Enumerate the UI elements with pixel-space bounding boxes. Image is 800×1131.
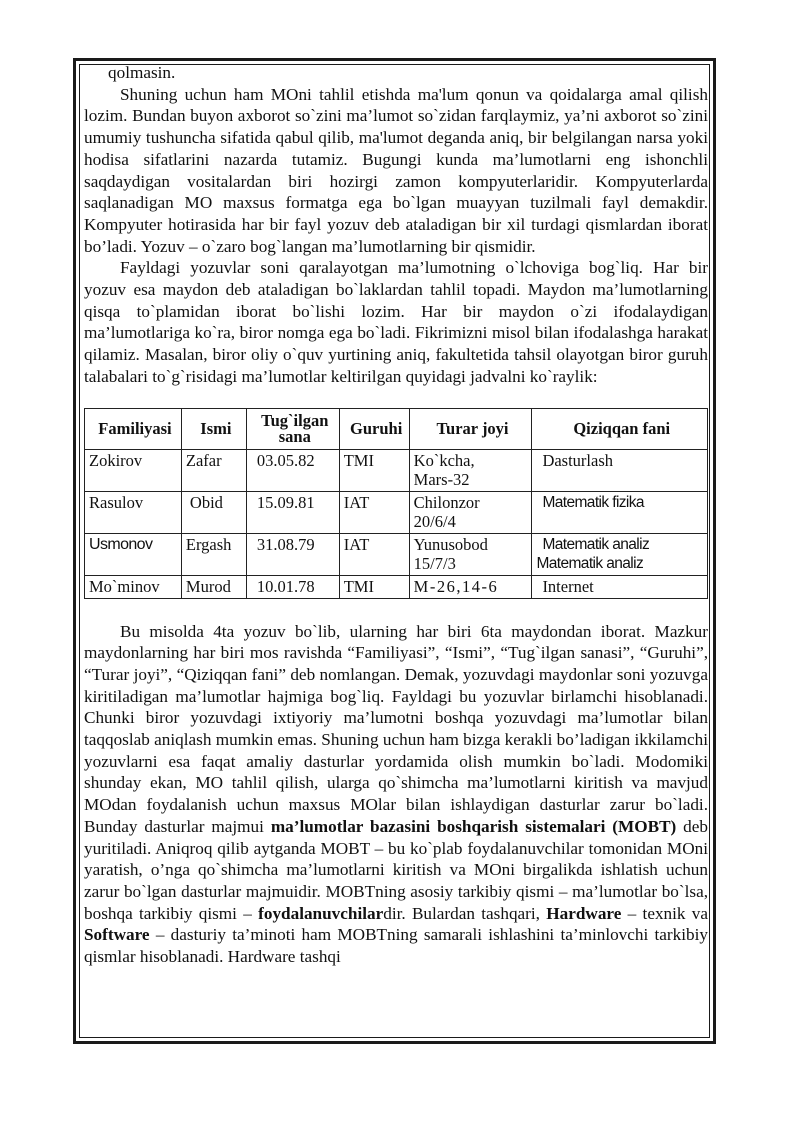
header-guruhi: Guruhi [339, 408, 409, 449]
cell-fan-line2: Matematik analiz [536, 554, 644, 572]
students-table [84, 408, 708, 599]
cell-ism: Zafar [181, 449, 246, 491]
paragraph-3-text-a: Bu misolda 4ta yozuv bo`lib, ularning har biri 6ta maydondan iborat. Mazkur maydonlarning har biri mos ravishda “Familiyasi”, “Ismi”, “Tug`ilgan sanasi”, “Guruhi”, “Turar joyi”, “Qiziqqan fani” deb nomlangan. Demak, yozuvdagi maydonlar soni yozuvga kiritiladigan ma’lumotlar hajmiga bog`liq. Fayldagi bu yozuvlar birlamchi hisoblanadi. Chunki biror yozuvdagi ixtiyoriy ma’lumotni boshqa yozuvdagi ma’lumotlar bilan taqqoslab aniqlash mumkin emas. Shuning uchun ham bizga kerakli bo’ladigan ikkilamchi yozuvlarni esa faqat amaliy dasturlar yordamida olish mumkin bo`ladi. Modomiki shunday ekan, MO tahlil qilish, ularga qo`shimcha ma’lumotlarni kiritish va mavjud MOdan foydalanish uchun maxsus MOlar bilan ishlaydigan dasturlar zarur bo`ladi. Bunday dasturlar majmui [84, 621, 708, 836]
cell-ism: Murod [181, 575, 246, 598]
paragraph-3-text-c: dir. Bulardan tashqari, [383, 903, 540, 923]
cell-turar-joy-line1: Chilonzor [413, 492, 480, 512]
cell-sana: 03.05.82 [246, 449, 339, 491]
cell-turar-joy-line1: Ko`kcha, [413, 450, 475, 470]
header-familiyasi: Familiyasi [85, 408, 182, 449]
cell-guruh: TMI [339, 449, 409, 491]
cell-turar-joy [409, 533, 532, 575]
cell-fan: Internet [532, 575, 708, 598]
cell-turar-joy [409, 449, 532, 491]
paragraph-continuation: qolmasin. [108, 63, 176, 82]
cell-sana: 10.01.78 [246, 575, 339, 598]
header-ismi: Ismi [181, 408, 246, 449]
cell-turar-joy: M-26,14-6 [409, 575, 532, 598]
cell-turar-joy-line2: 20/6/4 [413, 511, 456, 531]
paragraph-2 [84, 257, 708, 387]
paragraph-2-text: Fayldagi yozuvlar soni qaralayotgan ma’lumotning o`lchoviga bog`liq. Har bir yozuv esa maydon deb ataladigan bo`laklardan tahlil topadi. Maydon ma’lumotlarning qisqa to`plamidan iborat bo`lishi lozim. Har bir maydon o`zi ifodalaydigan ma’lumotlariga ko`ra, biror nomga ega bo`ladi. Fikrimizni misol bilan ifodalashga harakat qilamiz. Masalan, biror oliy o`quv yurtining aniq, fakultetida tahsil olayotgan biror guruh talabalari to`g`risidagi ma’lumotlar keltirilgan quyidagi jadvalni ko`raylik: [84, 258, 708, 386]
paragraph-3-text-b: deb yuritiladi. Aniqroq qilib aytganda MOBT – bu ko`plab foydalanuvchilar tomonidan MOni yaratish, o’nga qo`shimcha ma’lumotlarni kiritish va MOni birgalikda ishlatish uchun zarur bo`lgan dasturlar majmuidir. MOBTning asosiy tarkibiy qismi – ma’lumotlar bo`lsa, boshqa tarkibiy qismi – [84, 816, 708, 923]
cell-familiya: Mo`minov [85, 575, 182, 598]
cell-sana: 15.09.81 [246, 491, 339, 533]
term-hardware: Hardware [546, 903, 622, 923]
header-turar-joyi: Turar joyi [409, 408, 532, 449]
table-row [85, 449, 708, 491]
cell-guruh: IAT [339, 491, 409, 533]
paragraph-3-text-e: – dasturiy ta’minoti ham MOBTning samarali ishlashini ta’minlovchi tarkibiy qismlar hisoblanadi. Hardware tashqi [84, 925, 708, 967]
header-tugilgan-sana: Tug`ilgan sana [246, 408, 339, 449]
cell-familiya: Usmonov [85, 533, 182, 575]
paragraph-3-text-d: – texnik va [627, 903, 709, 923]
cell-ism: Obid [181, 491, 246, 533]
cell-fan-line1: Matematik analiz [542, 535, 650, 553]
cell-guruh: IAT [339, 533, 409, 575]
header-qiziqqan-fani: Qiziqqan fani [532, 408, 708, 449]
paragraph-3 [84, 621, 708, 968]
cell-guruh: TMI [339, 575, 409, 598]
table-row [85, 575, 708, 598]
cell-familiya: Rasulov [85, 491, 182, 533]
cell-fan: Dasturlash [532, 449, 708, 491]
cell-ism: Ergash [181, 533, 246, 575]
table-row [85, 491, 708, 533]
cell-turar-joy [409, 491, 532, 533]
cell-familiya: Zokirov [85, 449, 182, 491]
cell-turar-joy-line2: 15/7/3 [413, 553, 456, 573]
term-foydalanuvchilar: foydalanuvchilar [258, 903, 384, 923]
table-header-row [85, 408, 708, 449]
cell-turar-joy-line2: Mars-32 [413, 469, 470, 489]
paragraph-1-text: Shuning uchun ham MOni tahlil etishda ma'lum qonun va qoidalarga amal qilish lozim. Bundan buyon axborot so`zini ma’lumot so`zidan farqlaymiz, ya’ni axborot so`zini umumiy tushuncha sifatida qabul qilib, ma'lumot deganda aniq, bir belgilangan narsa yoki hodisa sifatlarini nazarda tutamiz. Bugungi kunda ma’lumotlarni eng ishonchli saqdaydigan vositalardan biri hozirgi zamon kompyuterlaridir. Kompyuterlarda saqlanadigan MO maxsus formatga ega bo`lgan muayyan tuzilmali fayl demakdir. Kompyuter hotirasida har bir fayl yozuv deb ataladigan bir xil turdagi qismlardan iborat bo’ladi. Yozuv – o`zaro bog`langan ma’lumotlarning bir qismidir. [84, 84, 708, 256]
document-body [84, 62, 708, 968]
cell-fan: Matematik fizika [532, 491, 708, 533]
term-software: Software [84, 925, 150, 945]
paragraph-1 [84, 84, 708, 258]
table-row [85, 533, 708, 575]
cell-fan [532, 533, 708, 575]
cell-turar-joy-line1: Yunusobod [413, 534, 488, 554]
term-mobt: ma’lumotlar bazasini boshqarish sistemalari (MOBT) [270, 816, 677, 836]
cell-sana: 31.08.79 [246, 533, 339, 575]
